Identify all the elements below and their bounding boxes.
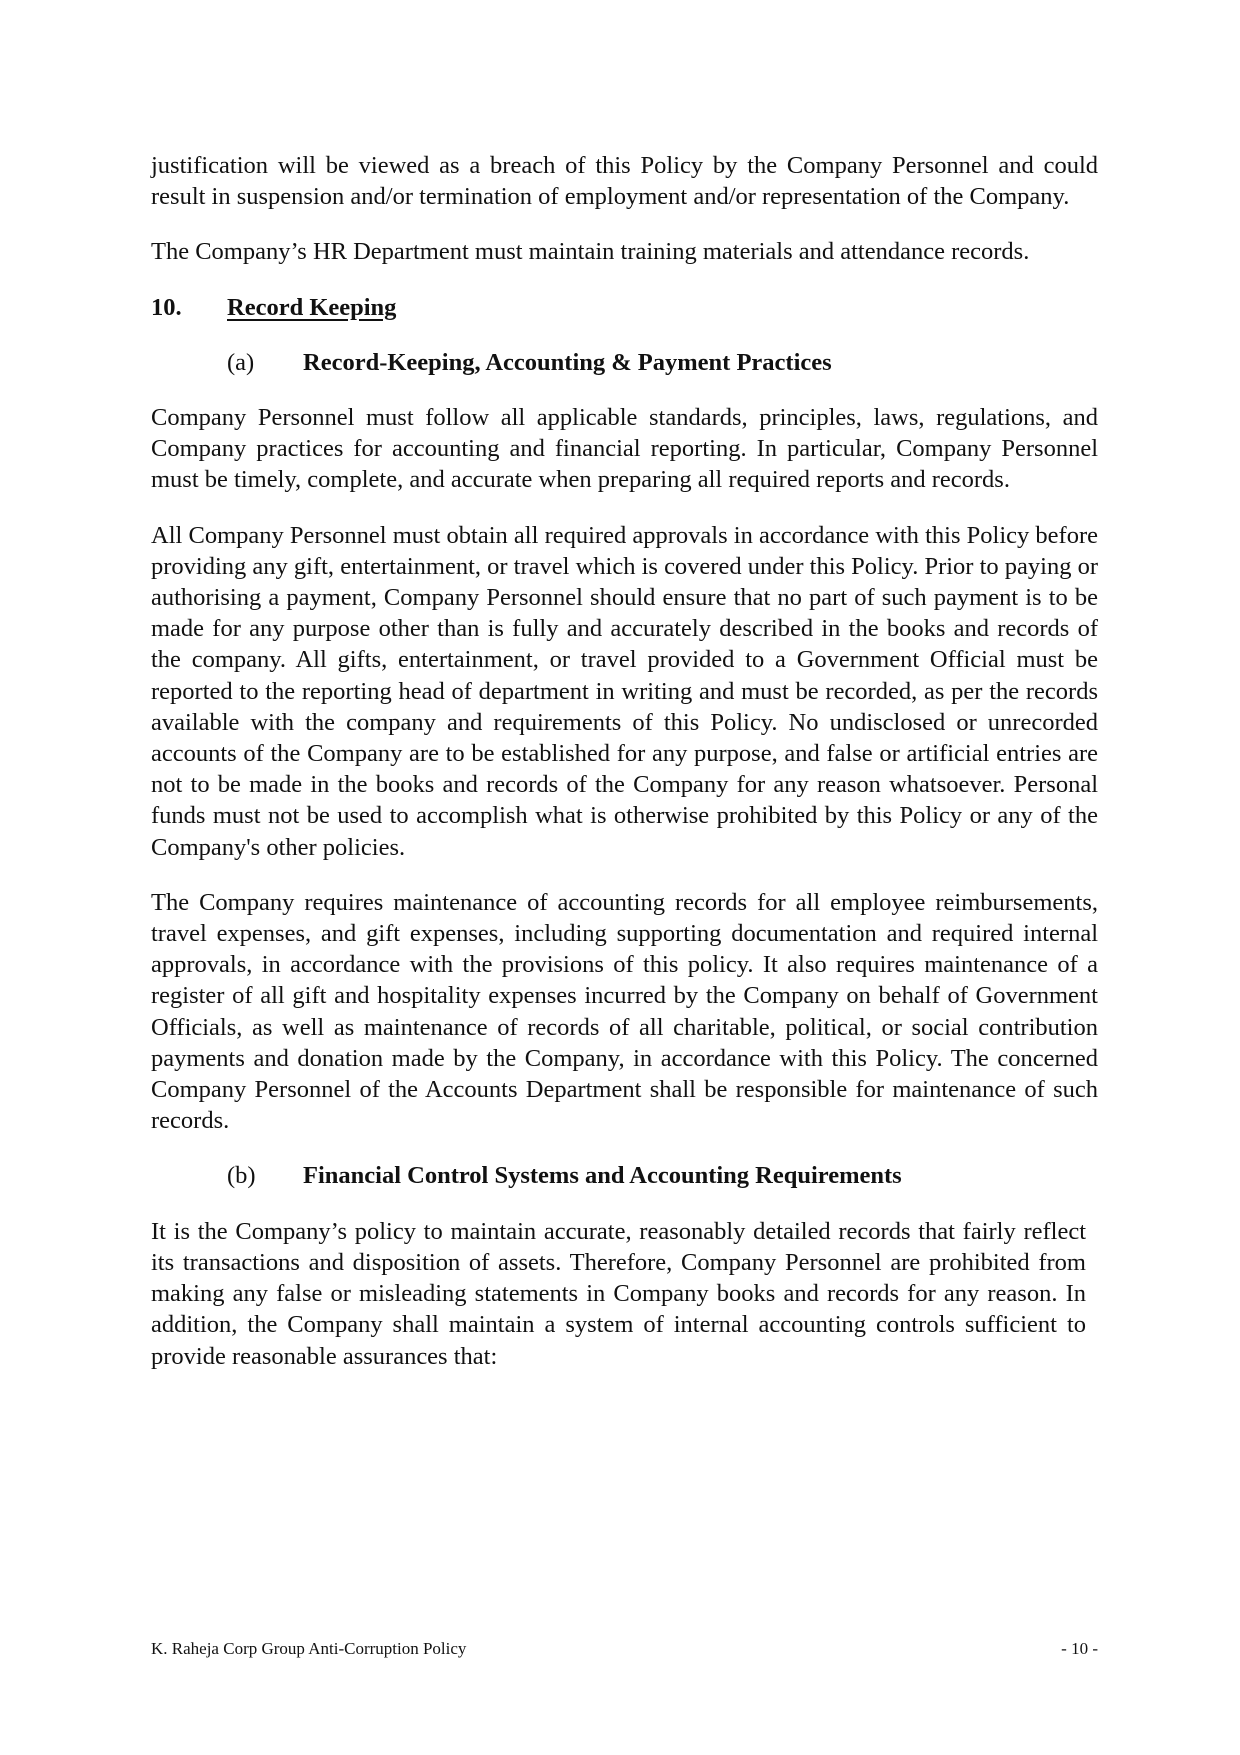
paragraph-accounting-records: The Company requires maintenance of accounting records for all employee reimbursements, travel expenses, and gift expenses, including supporting documentation and required internal approvals, in accordance with the provisions of this policy. It also requires maintenance of a register of all gift and hospitality expenses incurred by the Company on behalf of Government Officials, as well as maintenance of records of all charitable, political, or social contribution payments and donation made by the Company, in accordance with this Policy. The concerned Company Personnel of the Accounts Department shall be responsible for maintenance of such records. bbox=[151, 888, 1098, 1135]
section-heading bbox=[151, 292, 1098, 323]
subsection-b-title: Financial Control Systems and Accounting Requirements bbox=[303, 1162, 902, 1190]
subsection-a-heading bbox=[151, 347, 1098, 378]
paragraph-approvals: All Company Personnel must obtain all required approvals in accordance with this Policy before providing any gift, entertainment, or travel which is covered under this Policy. Prior to paying or authorising a payment, Company Personnel should ensure that no part of such payment is to be made for any purpose other than is fully and accurately described in the books and records of the company. All gifts, entertainment, or travel provided to a Government Official must be reported to the reporting head of department in writing and must be recorded, as per the records available with the company and requirements of this Policy. No undisclosed or unrecorded accounts of the Company are to be established for any purpose, and false or artificial entries are not to be made in the books and records of the Company for any reason whatsoever. Personal funds must not be used to accomplish what is otherwise prohibited by this Policy or any of the Company's other policies. bbox=[151, 521, 1098, 861]
subsection-a-label: (a) bbox=[227, 348, 255, 376]
subsection-b-label: (b) bbox=[227, 1162, 256, 1190]
section-title: Record Keeping bbox=[227, 293, 397, 321]
page-footer bbox=[151, 1638, 1098, 1660]
footer-document-title: K. Raheja Corp Group Anti-Corruption Policy bbox=[151, 1639, 467, 1658]
document-page bbox=[151, 150, 1098, 1372]
paragraph-hr-records: The Company’s HR Department must maintain training materials and attendance records. bbox=[151, 238, 1030, 266]
paragraph-justification: justification will be viewed as a breach of this Policy by the Company Personnel and could result in suspension and/or termination of employment and/or representation of the Company. bbox=[151, 152, 1098, 211]
subsection-b-heading bbox=[151, 1160, 1098, 1191]
paragraph-financial-controls: It is the Company’s policy to maintain accurate, reasonably detailed records that fairly reflect its transactions and disposition of assets. Therefore, Company Personnel are prohibited from making any false or misleading statements in Company books and records for any reason. In addition, the Company shall maintain a system of internal accounting controls sufficient to provide reasonable assurances that: bbox=[151, 1217, 1086, 1370]
subsection-a-title: Record-Keeping, Accounting & Payment Practices bbox=[303, 348, 832, 376]
section-number: 10. bbox=[151, 293, 182, 321]
footer-page-number: - 10 - bbox=[1061, 1639, 1098, 1658]
paragraph-accounting-standards: Company Personnel must follow all applicable standards, principles, laws, regulations, and Company practices for accounting and financial reporting. In particular, Company Personnel must be timely, complete, and accurate when preparing all required reports and records. bbox=[151, 404, 1098, 494]
